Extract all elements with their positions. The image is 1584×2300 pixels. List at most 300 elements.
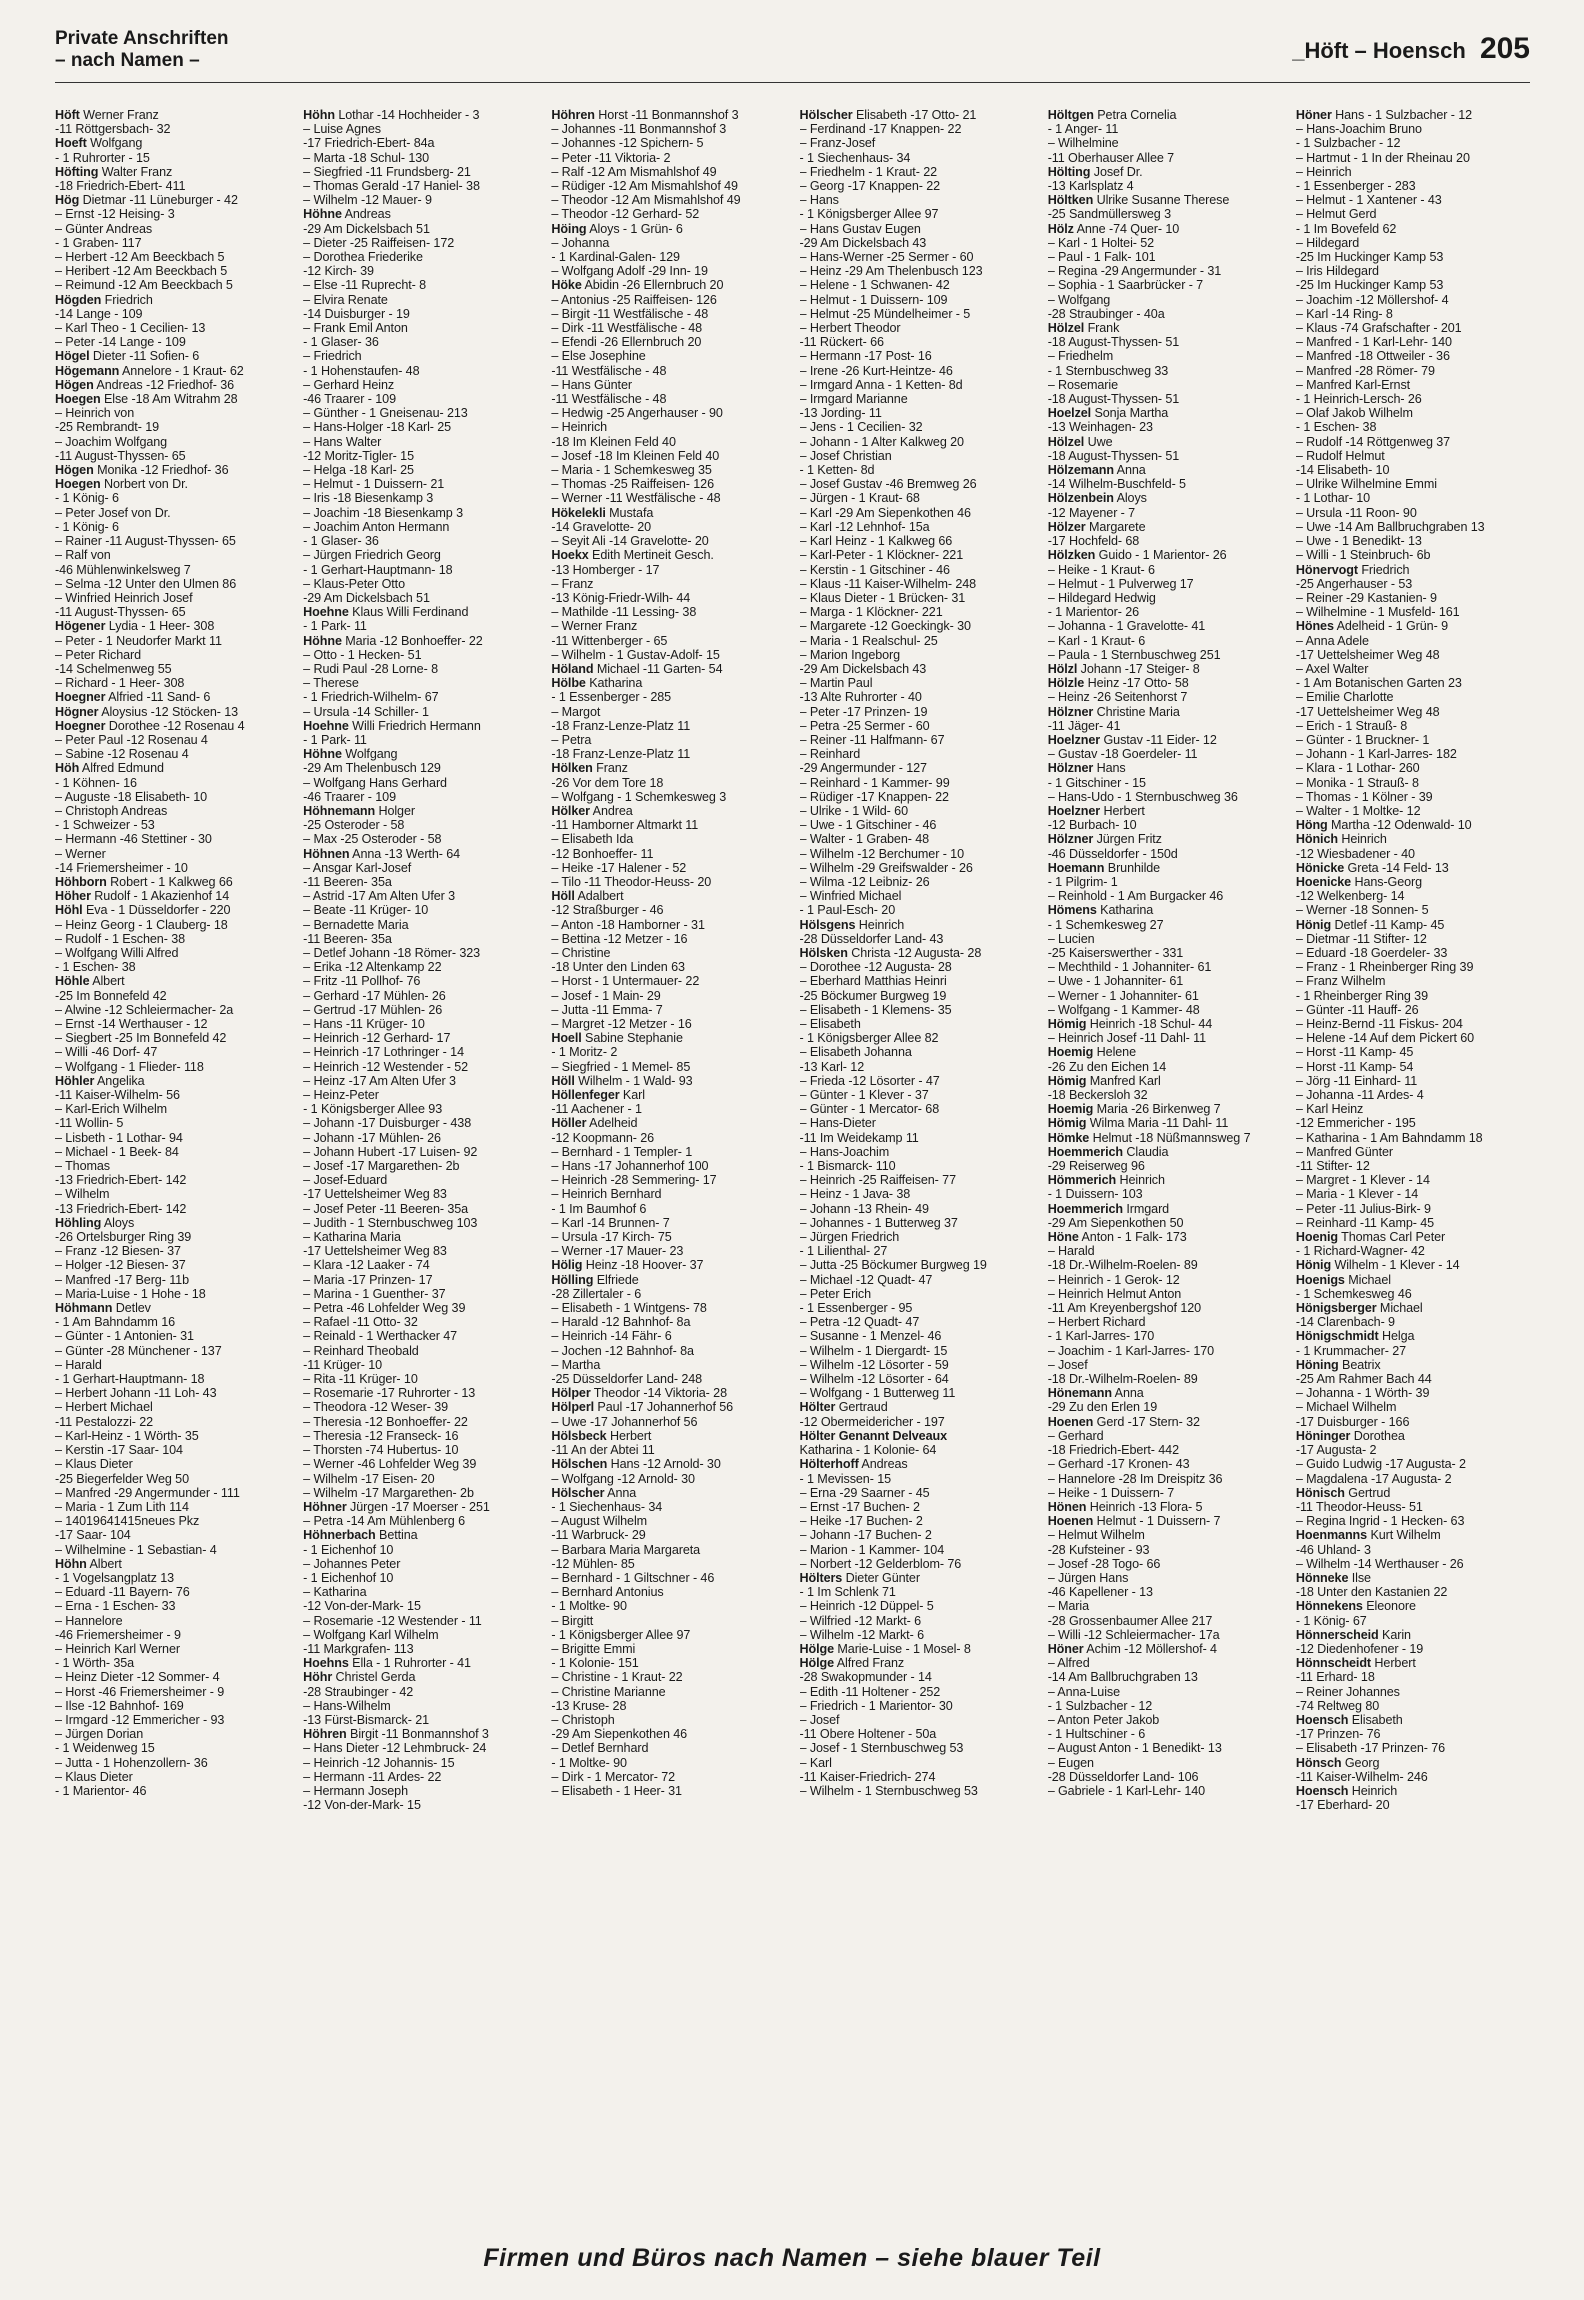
directory-entry: Hoell Sabine Stephanie xyxy=(551,1031,683,1046)
directory-entry: – Erna - 1 Eschen- 33 xyxy=(55,1599,176,1614)
directory-columns xyxy=(55,108,1530,2228)
entry-surname: Höhler xyxy=(55,1073,95,1088)
directory-entry: – Guido Ludwig -17 Augusta- 2 xyxy=(1295,1457,1466,1472)
directory-entry: – Marina - 1 Guenther- 37 xyxy=(303,1286,446,1301)
directory-entry: – Maria -17 Prinzen- 17 xyxy=(303,1272,433,1287)
directory-entry: – Wilhelm -14 Werthauser - 26 xyxy=(1295,1556,1464,1571)
directory-entry: – Reinhard -11 Kamp- 45 xyxy=(1295,1215,1435,1230)
directory-entry: -12 Burbach- 10 xyxy=(1047,818,1137,833)
directory-entry: -25 Kaiserswerther - 331 xyxy=(1047,945,1184,960)
directory-entry: – Wilhelm -12 Lösorter - 64 xyxy=(799,1372,949,1387)
entry-surname: Hoegner xyxy=(55,690,106,705)
directory-entry: Hoenmanns Kurt Wilhelm xyxy=(1295,1528,1441,1543)
directory-entry: Hoensch Elisabeth xyxy=(1295,1712,1403,1727)
directory-entry: – Mathilde -11 Lessing- 38 xyxy=(551,605,697,620)
directory-entry: Hölzenbein Aloys xyxy=(1047,491,1147,506)
directory-entry: Högener Lydia - 1 Heer- 308 xyxy=(55,619,215,634)
directory-entry: – Ralf -12 Am Mismahlshof 49 xyxy=(551,164,717,179)
directory-entry: – Lucien xyxy=(1047,931,1095,946)
entry-surname: Hönnscheidt xyxy=(1295,1656,1372,1671)
directory-entry: – Rosemarie -17 Ruhrorter - 13 xyxy=(303,1386,476,1401)
directory-entry: -18 Beckersloh 32 xyxy=(1047,1088,1148,1103)
directory-entry: Hoemmerich Irmgard xyxy=(1047,1201,1170,1216)
entry-surname: Hölter xyxy=(799,1400,836,1415)
directory-entry: -29 Angermunder - 127 xyxy=(799,761,927,776)
directory-entry: – Wilhelm -17 Margarethen- 2b xyxy=(303,1485,474,1500)
directory-entry: -18 Dr.-Wilhelm-Roelen- 89 xyxy=(1047,1372,1198,1387)
directory-entry: – Johanna -11 Ardes- 4 xyxy=(1295,1088,1424,1103)
directory-entry: – Friedrich xyxy=(303,349,362,364)
directory-entry: - 1 Siechenhaus- 34 xyxy=(551,1499,663,1514)
entry-surname: Höhner xyxy=(303,1499,347,1514)
directory-entry: Hoenicke Hans-Georg xyxy=(1295,874,1423,889)
directory-entry: Hoehne Klaus Willi Ferdinand xyxy=(303,605,469,620)
directory-entry: – Klaus -74 Grafschafter - 201 xyxy=(1295,321,1462,336)
directory-entry: – Eduard -11 Bayern- 76 xyxy=(55,1585,190,1600)
directory-entry: Höhner Jürgen -17 Moerser - 251 xyxy=(303,1499,490,1514)
entry-surname: Hölker xyxy=(551,803,590,818)
directory-entry: – Jochen -12 Bahnhof- 8a xyxy=(551,1343,694,1358)
directory-entry: -29 Am Dickelsbach 43 xyxy=(799,235,927,250)
directory-entry: -11 Warbruck- 29 xyxy=(551,1528,646,1543)
entry-surname: Hoelzner xyxy=(1047,803,1101,818)
directory-entry: – Karl - 1 Holtei- 52 xyxy=(1047,235,1155,250)
directory-entry: -46 Uhland- 3 xyxy=(1295,1542,1371,1557)
directory-entry: - 1 Pilgrim- 1 xyxy=(1047,874,1118,889)
directory-entry: – Wilhelm -12 Markt- 6 xyxy=(799,1627,924,1642)
directory-entry: – Gerhard -17 Mühlen- 26 xyxy=(303,988,446,1003)
entry-surname: Hoemann xyxy=(1047,860,1105,875)
directory-entry: – Theresia -12 Franseck- 16 xyxy=(303,1428,459,1443)
directory-entry: – Helmut - 1 Pulverweg 17 xyxy=(1047,576,1194,591)
directory-entry: – Hans -11 Krüger- 10 xyxy=(303,1017,425,1031)
directory-entry: Höning Beatrix xyxy=(1295,1357,1381,1372)
directory-entry: – Wolfgang Hans Gerhard xyxy=(303,775,447,790)
directory-entry: -18 Dr.-Wilhelm-Roelen- 89 xyxy=(1047,1258,1198,1273)
directory-entry: – Hans-Werner -25 Sermer - 60 xyxy=(799,250,974,265)
directory-entry: – Werner -46 Lohfelder Weg 39 xyxy=(303,1457,477,1472)
directory-entry: - 1 Essenberger - 285 xyxy=(551,690,672,705)
directory-entry: - 1 Moritz- 2 xyxy=(551,1045,618,1060)
directory-entry: Hoemig Maria -26 Birkenweg 7 xyxy=(1047,1102,1221,1117)
directory-entry: – Elisabeth Ida xyxy=(551,832,634,847)
entry-surname: Hökelekli xyxy=(551,505,606,520)
directory-entry: – Wolfgang Adolf -29 Inn- 19 xyxy=(551,264,708,279)
entry-surname: Höfting xyxy=(55,164,99,179)
directory-entry: – Hans Günter xyxy=(551,377,632,392)
directory-entry: -11 Obere Holtener - 50a xyxy=(799,1727,937,1742)
directory-entry: -26 Zu den Eichen 14 xyxy=(1047,1059,1167,1074)
directory-entry: - 1 Am Bahndamm 16 xyxy=(55,1315,175,1330)
directory-entry: – Petra -14 Am Mühlenberg 6 xyxy=(303,1514,465,1529)
entry-surname: Hoegner xyxy=(55,718,106,733)
directory-entry: – Heinz Georg - 1 Clauberg- 18 xyxy=(55,917,228,932)
directory-entry: – Siegfried - 1 Memel- 85 xyxy=(551,1059,691,1074)
directory-entry: – Thorsten -74 Hubertus- 10 xyxy=(303,1443,459,1458)
directory-entry: -29 Am Dickelsbach 43 xyxy=(799,661,927,676)
directory-entry: -17 Saar- 104 xyxy=(55,1528,131,1543)
directory-entry: - 1 Sternbuschweg 33 xyxy=(1047,363,1169,378)
directory-entry: - 1 Sulzbacher - 12 xyxy=(1295,136,1401,151)
directory-entry: – Heinrich -25 Raiffeisen- 77 xyxy=(799,1173,956,1188)
directory-entry: - 1 Heinrich-Lersch- 26 xyxy=(1295,392,1422,407)
directory-entry: – August Wilhelm xyxy=(551,1514,648,1529)
directory-entry: - 1 Königsberger Allee 97 xyxy=(799,207,939,222)
entry-surname: Hönen xyxy=(1047,1499,1087,1514)
directory-entry: – Reinhard Theobald xyxy=(303,1343,419,1358)
directory-entry: – Ansgar Karl-Josef xyxy=(303,860,412,875)
directory-entry: -12 Diedenhofener - 19 xyxy=(1295,1641,1424,1656)
directory-entry: -13 Friedrich-Ebert- 142 xyxy=(55,1173,187,1188)
entry-surname: Hönnerscheid xyxy=(1295,1627,1379,1642)
directory-entry: – Petra -12 Quadt- 47 xyxy=(799,1315,920,1330)
directory-entry: – Margret -12 Metzer - 16 xyxy=(551,1017,692,1031)
directory-entry: – Werner -18 Sonnen- 5 xyxy=(1295,903,1429,918)
directory-entry: – Harald xyxy=(1047,1244,1095,1259)
entry-surname: Hoensch xyxy=(1295,1712,1349,1727)
directory-entry: – Karl - 1 Kraut- 6 xyxy=(1047,633,1146,648)
directory-entry: Höng Martha -12 Odenwald- 10 xyxy=(1295,818,1472,833)
entry-surname: Högen xyxy=(55,463,94,478)
directory-entry: - 1 Kardinal-Galen- 129 xyxy=(551,250,680,265)
entry-surname: Hömig xyxy=(1047,1073,1087,1088)
directory-entry: Hönich Heinrich xyxy=(1295,832,1387,847)
directory-entry: – Werner - 1 Johanniter- 61 xyxy=(1047,988,1199,1003)
directory-entry: – Wolfgang - 1 Kammer- 48 xyxy=(1047,1002,1200,1017)
directory-entry: – Elvira Renate xyxy=(303,292,388,307)
entry-surname: Hönigschmidt xyxy=(1295,1329,1379,1344)
directory-entry: Hönervogt Friedrich xyxy=(1295,562,1410,577)
directory-entry: Höller Adelheid xyxy=(551,1116,638,1131)
entry-surname: Höhle xyxy=(55,974,90,989)
directory-entry: – Heinrich von xyxy=(55,406,135,421)
directory-entry: - 1 Eichenhof 10 xyxy=(303,1542,394,1557)
directory-entry: -12 Straßburger - 46 xyxy=(551,903,664,918)
directory-entry: Hölters Dieter Günter xyxy=(799,1570,920,1585)
directory-entry: -11 Westfälische - 48 xyxy=(551,392,667,407)
directory-entry: Hönemann Anna xyxy=(1047,1386,1144,1401)
entry-surname: Höner xyxy=(1295,108,1332,122)
entry-surname: Hoemmerich xyxy=(1047,1144,1123,1159)
directory-entry: – Josef Gustav -46 Bremweg 26 xyxy=(799,477,977,492)
directory-entry: Hökelekli Mustafa xyxy=(551,505,654,520)
directory-entry: - 1 Hohenstaufen- 48 xyxy=(303,363,420,378)
directory-entry: – Luise Agnes xyxy=(303,122,381,137)
page-number: 205 xyxy=(1479,32,1530,65)
directory-entry: – Rudi Paul -28 Lorne- 8 xyxy=(303,661,438,676)
directory-entry: -14 Wilhelm-Buschfeld- 5 xyxy=(1047,477,1186,492)
directory-entry: – Uwe - 1 Gitschiner - 46 xyxy=(799,818,937,833)
directory-entry: – Irmgard Anna - 1 Ketten- 8d xyxy=(799,377,963,392)
directory-entry: – Walter - 1 Graben- 48 xyxy=(799,832,930,847)
directory-entry: Hoegen Norbert von Dr. xyxy=(55,477,188,492)
entry-surname: Hoekx xyxy=(551,548,589,563)
directory-entry: – Uwe -14 Am Ballbruchgraben 13 xyxy=(1295,519,1485,534)
directory-entry: -17 Augusta- 2 xyxy=(1295,1443,1377,1458)
entry-surname: Hölzemann xyxy=(1047,463,1114,478)
directory-entry: – Franz xyxy=(551,576,594,591)
directory-column-2 xyxy=(303,108,537,2228)
entry-surname: Högemann xyxy=(55,363,120,378)
directory-entry: Höhr Christel Gerda xyxy=(303,1670,416,1685)
directory-entry: – Josef - 1 Sternbuschweg 53 xyxy=(799,1741,964,1756)
directory-entry: – Dirk -11 Westfälische - 48 xyxy=(551,321,703,336)
directory-entry: – Beate -11 Krüger- 10 xyxy=(303,903,429,918)
directory-entry: Höhren Horst -11 Bonmannshof 3 xyxy=(551,108,739,122)
directory-entry: – Willi -12 Schleiermacher- 17a xyxy=(1047,1627,1220,1642)
directory-entry: Hölz Anne -74 Quer- 10 xyxy=(1047,221,1180,236)
directory-entry: - 1 Im Schlenk 71 xyxy=(799,1585,896,1600)
directory-entry: -13 Alte Ruhrorter - 40 xyxy=(799,690,922,705)
directory-entry: – Christoph Andreas xyxy=(55,803,168,818)
directory-entry: - 1 Gerhart-Hauptmann- 18 xyxy=(303,562,453,577)
directory-entry: -11 Kaiser-Friedrich- 274 xyxy=(799,1769,936,1784)
directory-entry: – Peter Richard xyxy=(55,647,141,662)
directory-entry: – Heike -17 Halener - 52 xyxy=(551,860,687,875)
directory-entry: Hoelzner Herbert xyxy=(1047,803,1145,818)
entry-surname: Hölscher xyxy=(799,108,853,122)
directory-entry: -11 Westfälische - 48 xyxy=(551,363,667,378)
directory-entry: Högden Friedrich xyxy=(55,292,153,307)
directory-entry: – Erich - 1 Strauß- 8 xyxy=(1295,718,1408,733)
entry-surname: Hönigsberger xyxy=(1295,1301,1377,1316)
directory-entry: -11 Rückert- 66 xyxy=(799,335,884,350)
directory-entry: - 1 Anger- 11 xyxy=(1047,122,1119,137)
directory-entry: – Theresia -12 Bonhoeffer- 22 xyxy=(303,1414,468,1429)
directory-entry: – Karl -14 Ring- 8 xyxy=(1295,306,1393,321)
entry-surname: Hölting xyxy=(1047,164,1091,179)
directory-entry: – Hans Gustav Eugen xyxy=(799,221,921,236)
directory-entry: - 1 Sulzbacher - 12 xyxy=(1047,1698,1153,1713)
directory-entry: – Rainer -11 August-Thyssen- 65 xyxy=(55,534,236,549)
directory-entry: – Dieter -25 Raiffeisen- 172 xyxy=(303,235,455,250)
directory-entry: Höh Alfred Edmund xyxy=(55,761,164,776)
directory-entry: – Anton -18 Hamborner - 31 xyxy=(551,917,705,932)
entry-surname: Hönnekens xyxy=(1295,1599,1363,1614)
directory-entry: – Wilfried -12 Markt- 6 xyxy=(799,1613,922,1628)
directory-entry: -11 Im Weidekamp 11 xyxy=(799,1130,919,1145)
entry-surname: Höft xyxy=(55,108,80,122)
directory-entry: -11 Markgrafen- 113 xyxy=(303,1641,414,1656)
directory-entry: Höke Abidin -26 Ellernbruch 20 xyxy=(551,278,724,293)
entry-surname: Hoenen xyxy=(1047,1514,1094,1529)
directory-entry: – Hedwig -25 Angerhauser - 90 xyxy=(551,406,723,421)
directory-entry: – Josef - 1 Main- 29 xyxy=(551,988,661,1003)
directory-entry: – Herbert Richard xyxy=(1047,1315,1146,1330)
directory-entry: – Rafael -11 Otto- 32 xyxy=(303,1315,418,1330)
directory-entry: Hölge Marie-Luise - 1 Mosel- 8 xyxy=(799,1641,971,1656)
entry-surname: Hölter Genannt Delveaux xyxy=(799,1428,947,1443)
entry-surname: Höhren xyxy=(303,1727,347,1742)
directory-entry: -46 Traarer - 109 xyxy=(303,789,396,804)
directory-entry: -11 Beeren- 35a xyxy=(303,874,392,889)
entry-surname: Höhborn xyxy=(55,874,107,889)
directory-entry: – Horst -11 Kamp- 45 xyxy=(1295,1045,1414,1060)
directory-entry: -11 Hamborner Altmarkt 11 xyxy=(551,818,699,833)
directory-entry: -25 Angerhauser - 53 xyxy=(1295,576,1413,591)
directory-entry: -46 Kapellener - 13 xyxy=(1047,1585,1153,1600)
directory-entry: - 1 Siechenhaus- 34 xyxy=(799,150,911,165)
directory-entry: – Franz Wilhelm xyxy=(1295,974,1386,989)
entry-surname: Höhnen xyxy=(303,846,350,861)
entry-surname: Höhling xyxy=(55,1215,102,1230)
directory-entry: Höhne Andreas xyxy=(303,207,391,222)
directory-entry: – Heinrich -12 Johannis- 15 xyxy=(303,1755,455,1770)
directory-column-5 xyxy=(1048,108,1282,2228)
entry-surname: Hönig xyxy=(1295,1258,1332,1273)
directory-entry: Höland Michael -11 Garten- 54 xyxy=(551,661,723,676)
entry-surname: Hoelzel xyxy=(1047,406,1092,421)
directory-entry: – Günter -11 Hauff- 26 xyxy=(1295,1002,1419,1017)
directory-entry: -18 August-Thyssen- 51 xyxy=(1047,448,1180,463)
directory-entry: -11 August-Thyssen- 65 xyxy=(55,605,186,620)
directory-entry: - 1 König- 67 xyxy=(1295,1613,1367,1628)
directory-entry: -11 Krüger- 10 xyxy=(303,1357,383,1372)
directory-entry: – Joachim Wolfgang xyxy=(55,434,168,449)
directory-entry: – Helga -18 Karl- 25 xyxy=(303,463,414,478)
directory-column-3 xyxy=(551,108,785,2228)
footer-note: Firmen und Büros nach Namen – siehe blauer Teil xyxy=(483,2244,1101,2272)
directory-entry: Hönsch Georg xyxy=(1295,1755,1380,1770)
directory-entry: -12 Kirch- 39 xyxy=(303,264,374,279)
directory-entry: – Günter - 1 Klever - 37 xyxy=(799,1088,929,1103)
section-title xyxy=(55,28,229,72)
directory-entry: – Friedrich - 1 Marientor- 30 xyxy=(799,1698,953,1713)
directory-entry: – Rüdiger -12 Am Mismahlshof 49 xyxy=(551,179,738,194)
directory-entry: -25 Biegerfelder Weg 50 xyxy=(55,1471,189,1486)
directory-entry: – Manfred Günter xyxy=(1295,1144,1393,1159)
directory-entry: Hönnerscheid Karin xyxy=(1295,1627,1411,1642)
directory-entry: Hönigsberger Michael xyxy=(1295,1301,1423,1316)
directory-entry: – Josef Christian xyxy=(799,448,892,463)
directory-entry: – Winfried Michael xyxy=(799,889,902,904)
directory-entry: – Johannes -12 Spichern- 5 xyxy=(551,136,704,151)
directory-entry: – Jutta -11 Emma- 7 xyxy=(551,1002,663,1017)
entry-surname: Hönes xyxy=(1295,619,1334,634)
directory-entry: – Wolfgang Willi Alfred xyxy=(55,945,179,960)
directory-entry: Hoensch Heinrich xyxy=(1295,1783,1398,1798)
directory-entry: – Johannes -11 Bonmannshof 3 xyxy=(551,122,727,137)
directory-entry: -29 Am Dickelsbach 51 xyxy=(303,590,430,605)
directory-entry: -18 Unter den Linden 63 xyxy=(551,960,685,975)
directory-entry: -11 Stifter- 12 xyxy=(1295,1159,1370,1174)
directory-entry: – Willi -46 Dorf- 47 xyxy=(55,1045,158,1060)
directory-entry: - 1 Schweizer - 53 xyxy=(55,818,155,833)
directory-entry: Hölge Alfred Franz xyxy=(799,1656,905,1671)
directory-entry: -12 Koopmann- 26 xyxy=(551,1130,655,1145)
directory-entry: – Wolfgang - 1 Butterweg 11 xyxy=(799,1386,956,1401)
directory-entry: – Rudolf -14 Röttgenweg 37 xyxy=(1295,434,1451,449)
directory-entry: – Friedhelm - 1 Kraut- 22 xyxy=(799,164,938,179)
entry-surname: Hoehne xyxy=(303,718,349,733)
directory-entry: – Otto - 1 Hecken- 51 xyxy=(303,647,422,662)
directory-entry: -14 Elisabeth- 10 xyxy=(1295,463,1390,478)
directory-entry: – Wilhelmine xyxy=(1047,136,1119,151)
entry-surname: Höng xyxy=(1295,818,1328,833)
directory-entry: – Paula - 1 Sternbuschweg 251 xyxy=(1047,647,1221,662)
directory-entry: - 1 Ketten- 8d xyxy=(799,463,875,478)
directory-entry: – Marta -18 Schul- 130 xyxy=(303,150,430,165)
directory-entry: – Katharina xyxy=(303,1585,367,1600)
directory-entry: -28 Kufsteiner - 93 xyxy=(1047,1542,1150,1557)
directory-entry: Hoenen Helmut - 1 Duissern- 7 xyxy=(1047,1514,1221,1529)
directory-entry: – Regina -29 Angermunder - 31 xyxy=(1047,264,1222,279)
directory-entry: – Josef xyxy=(1047,1357,1088,1372)
directory-entry: – Heinz -29 Am Thelenbusch 123 xyxy=(799,264,983,279)
directory-entry: - 1 Köhnen- 16 xyxy=(55,775,137,790)
directory-entry: – Christoph xyxy=(551,1712,615,1727)
directory-entry: – Karl-Peter - 1 Klöckner- 221 xyxy=(799,548,964,563)
directory-entry: – Karl xyxy=(799,1755,832,1770)
entry-surname: Höhn xyxy=(303,108,335,122)
entry-surname: Hölterhoff xyxy=(799,1457,859,1472)
directory-entry: Höhn Albert xyxy=(55,1556,122,1571)
directory-entry: Hölsken Christa -12 Augusta- 28 xyxy=(799,945,982,960)
directory-entry: Höhler Angelika xyxy=(55,1073,145,1088)
directory-entry: – Hermann Joseph xyxy=(303,1783,408,1798)
entry-surname: Höhne xyxy=(303,207,342,222)
directory-entry: -12 Welkenberg- 14 xyxy=(1295,889,1405,904)
directory-entry: – Margret - 1 Klever - 14 xyxy=(1295,1173,1430,1188)
directory-entry: – Heinrich Josef -11 Dahl- 11 xyxy=(1047,1031,1207,1046)
directory-entry: -14 Friemersheimer - 10 xyxy=(55,860,188,875)
directory-entry: – Eberhard Matthias Heinri xyxy=(799,974,947,989)
directory-entry: - 1 Krummacher- 27 xyxy=(1295,1343,1407,1358)
directory-entry: – Therese xyxy=(303,676,359,691)
directory-entry: – Katharina - 1 Am Bahndamm 18 xyxy=(1295,1130,1483,1145)
directory-entry: - 1 Schemkesweg 46 xyxy=(1295,1286,1412,1301)
entry-surname: Hömke xyxy=(1047,1130,1090,1145)
directory-entry: – Michael - 1 Beek- 84 xyxy=(55,1144,179,1159)
directory-entry: – Efendi -26 Ellernbruch 20 xyxy=(551,335,702,350)
directory-entry: – Ralf von xyxy=(55,548,111,563)
directory-entry: -14 Am Ballbruchgraben 13 xyxy=(1047,1670,1198,1685)
directory-entry: - 1 Eschen- 38 xyxy=(1295,420,1377,435)
directory-entry: -12 Von-der-Mark- 15 xyxy=(303,1798,421,1813)
directory-entry: – Manfred -18 Ottweiler - 36 xyxy=(1295,349,1450,364)
entry-surname: Hölsken xyxy=(799,945,848,960)
directory-entry: Hölzner Jürgen Fritz xyxy=(1047,832,1162,847)
directory-entry: - 1 Duissern- 103 xyxy=(1047,1187,1143,1202)
directory-entry: – Horst -11 Kamp- 54 xyxy=(1295,1059,1414,1074)
directory-entry: – Peter Paul -12 Rosenau 4 xyxy=(55,732,208,747)
directory-entry: Högner Aloysius -12 Stöcken- 13 xyxy=(55,704,239,719)
directory-entry: – Christine - 1 Kraut- 22 xyxy=(551,1670,683,1685)
directory-entry: – Herbert -12 Am Beeckbach 5 xyxy=(55,250,225,265)
directory-entry: - 1 Marientor- 26 xyxy=(1047,605,1140,620)
entry-surname: Höland xyxy=(551,661,594,676)
directory-entry: -17 Hochfeld- 68 xyxy=(1047,534,1140,549)
directory-entry: -12 Wiesbadener - 40 xyxy=(1295,846,1415,861)
directory-entry: -12 Mühlen- 85 xyxy=(551,1556,635,1571)
directory-entry: – Margarete -12 Goeckingk- 30 xyxy=(799,619,971,634)
directory-entry: – Bernhard Antonius xyxy=(551,1585,664,1600)
directory-entry: -28 Swakopmunder - 14 xyxy=(799,1670,932,1685)
directory-entry: -11 Am Kreyenbergshof 120 xyxy=(1047,1301,1202,1316)
directory-entry: -29 Reiserweg 96 xyxy=(1047,1159,1145,1174)
directory-entry: Höhmann Detlev xyxy=(55,1301,151,1316)
directory-entry: - 1 König- 6 xyxy=(55,491,119,506)
directory-entry: -17 Uettelsheimer Weg 83 xyxy=(303,1187,447,1202)
directory-entry: -28 Zillertaler - 6 xyxy=(551,1286,642,1301)
directory-entry: -11 Aachener - 1 xyxy=(551,1102,642,1117)
directory-entry: -13 Kruse- 28 xyxy=(551,1698,627,1713)
directory-entry: - 1 Vogelsangplatz 13 xyxy=(55,1570,175,1585)
directory-entry: Höfting Walter Franz xyxy=(55,164,173,179)
directory-entry: – Heinrich -12 Gerhard- 17 xyxy=(303,1031,451,1046)
directory-entry: Hölschen Hans -12 Arnold- 30 xyxy=(551,1457,721,1472)
directory-entry: – Heribert -12 Am Beeckbach 5 xyxy=(55,264,228,279)
